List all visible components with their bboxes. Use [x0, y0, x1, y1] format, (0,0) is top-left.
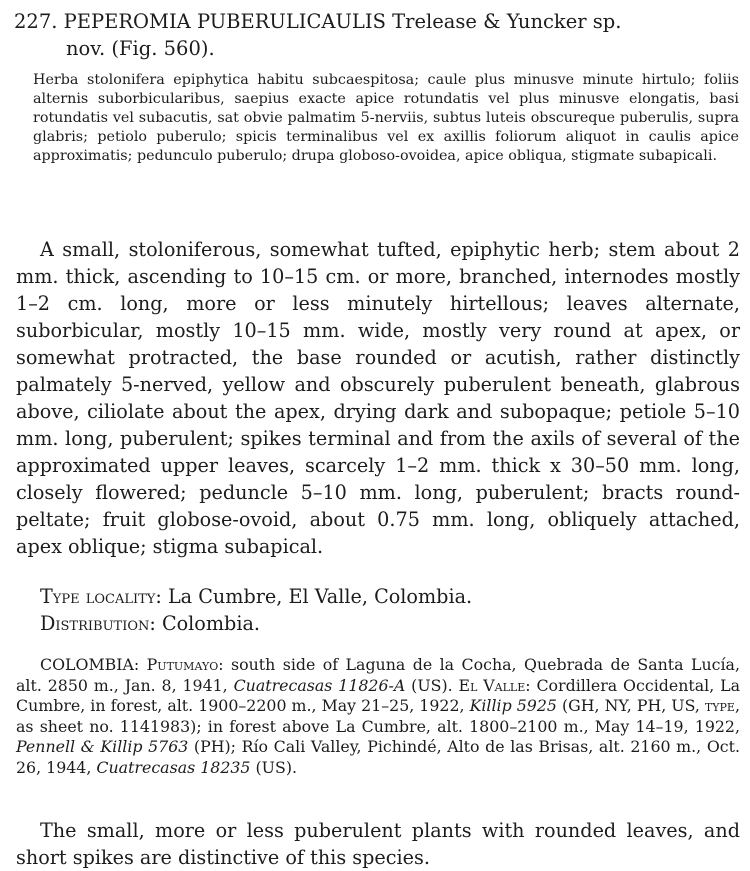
species-heading [14, 8, 740, 62]
species-heading-line1: 227. PEPEROMIA PUBERULICAULIS Trelease & Yuncker sp. [14, 10, 622, 33]
collector-number: Pennell & Killip 5763 [16, 737, 189, 756]
type-locality-value: : La Cumbre, El Valle, Colombia. [155, 585, 473, 608]
collector-number: Cuatrecasas 18235 [96, 757, 251, 777]
type-marker: type [704, 696, 735, 715]
specimens-text: , as sheet no. 1141983); in forest above La Cumbre, alt. 1800–2100 m., May 14–19, 1922, [16, 696, 740, 736]
distinguishing-note: The small, more or less puberulent plants with rounded leaves, and short spikes are distinctive of this species. [16, 819, 740, 869]
collector-number: Killip 5925 [469, 696, 557, 715]
distribution [40, 610, 740, 637]
specimens-region-el-valle: El Valle [458, 675, 526, 695]
specimens-text: : south side of Laguna de la Cocha, Quebrada de Santa Lucía, alt. 2850 m., Jan. 8, 1941, [16, 655, 740, 695]
distribution-value: : Colombia. [149, 612, 261, 635]
english-description: A small, stoloniferous, somewhat tufted, epiphytic herb; stem about 2 mm. thick, ascending to 10–15 cm. or more, branched, internodes mostly 1–2 cm. long, more or less minutely hirtellous; leaves alternate, suborbicular, mostly 10–15 mm. wide, mostly very round at apex, or somewhat protracted, the base rounded or acutish, rather distinctly palmately 5-nerved, yellow and obscurely puberulent beneath, glabrous above, ciliolate about the apex, drying dark and subopaque; petiole 5–10 mm. long, puberulent; spikes terminal and from the axils of several of the approximated upper leaves, scarcely 1–2 mm. thick x 30–50 mm. long, closely flowered; peduncle 5–10 mm. long, puberulent; bracts round-peltate; fruit globose-ovoid, about 0.75 mm. long, obliquely attached, apex oblique; stigma subapical. [16, 238, 740, 558]
distribution-label: Distribution [40, 612, 150, 635]
species-heading-line2: nov. (Fig. 560). [66, 37, 215, 60]
collector-number: Cuatrecasas 11826-A [233, 675, 406, 695]
specimens-region-putumayo: Putumayo [146, 655, 219, 674]
specimens-text: (US). [250, 757, 298, 777]
specimens-text: (PH); Río Cali Valley, Pichindé, Alto de las Brisas, alt. 2160 m., Oct. 26, 1944, [16, 737, 740, 777]
type-locality-label: Type locality [40, 585, 156, 608]
specimens-text: (GH, NY, PH, US, [556, 696, 705, 715]
specimens-cited: COLOMBIA: Putumayo: south side of Laguna de la Cocha, Quebrada de Santa Lucía, alt. 2850 m., Jan. 8, 1941, Cuatrecasas 11826-A (US). El Valle: Cordillera Occidental, La Cumbre, in forest, alt. 1900–2200 m., May 21–25, 1922, Killip 5925 (GH, NY, PH, US, type, as sheet no. 1141983); in forest above La Cumbre, alt. 1800–2100 m., May 14–19, 1922, Pennell & Killip 5763 (PH); Río Cali Valley, Pichindé, Alto de las Brisas, alt. 2160 m., Oct. 26, 1944, Cuatrecasas 18235 (US). [16, 655, 741, 777]
latin-description: Herba stolonifera epiphytica habitu subcaespitosa; caule plus minusve minute hirtulo; foliis alternis suborbicularibus, saepius exacte apice rotundatis vel plus minusve elongatis, basi rotundatis vel subacutis, sat obvie palmatim 5-nerviis, subtus luteis obscureque puberulis, supra glabris; petiolo puberulo; spicis terminalibus vel ex axillis foliorum aliquot in caulis apice approximatis; pedunculo puberulo; drupa globoso-ovoidea, apice obliqua, stigmate subapicali. [33, 72, 739, 164]
specimens-country: COLOMBIA [40, 655, 134, 674]
type-locality [40, 583, 740, 610]
specimens-text: : Cordillera Occidental, La Cumbre, in forest, alt. 1900–2200 m., May 21–25, 1922, [16, 675, 741, 715]
specimens-text: (US). [405, 675, 459, 695]
